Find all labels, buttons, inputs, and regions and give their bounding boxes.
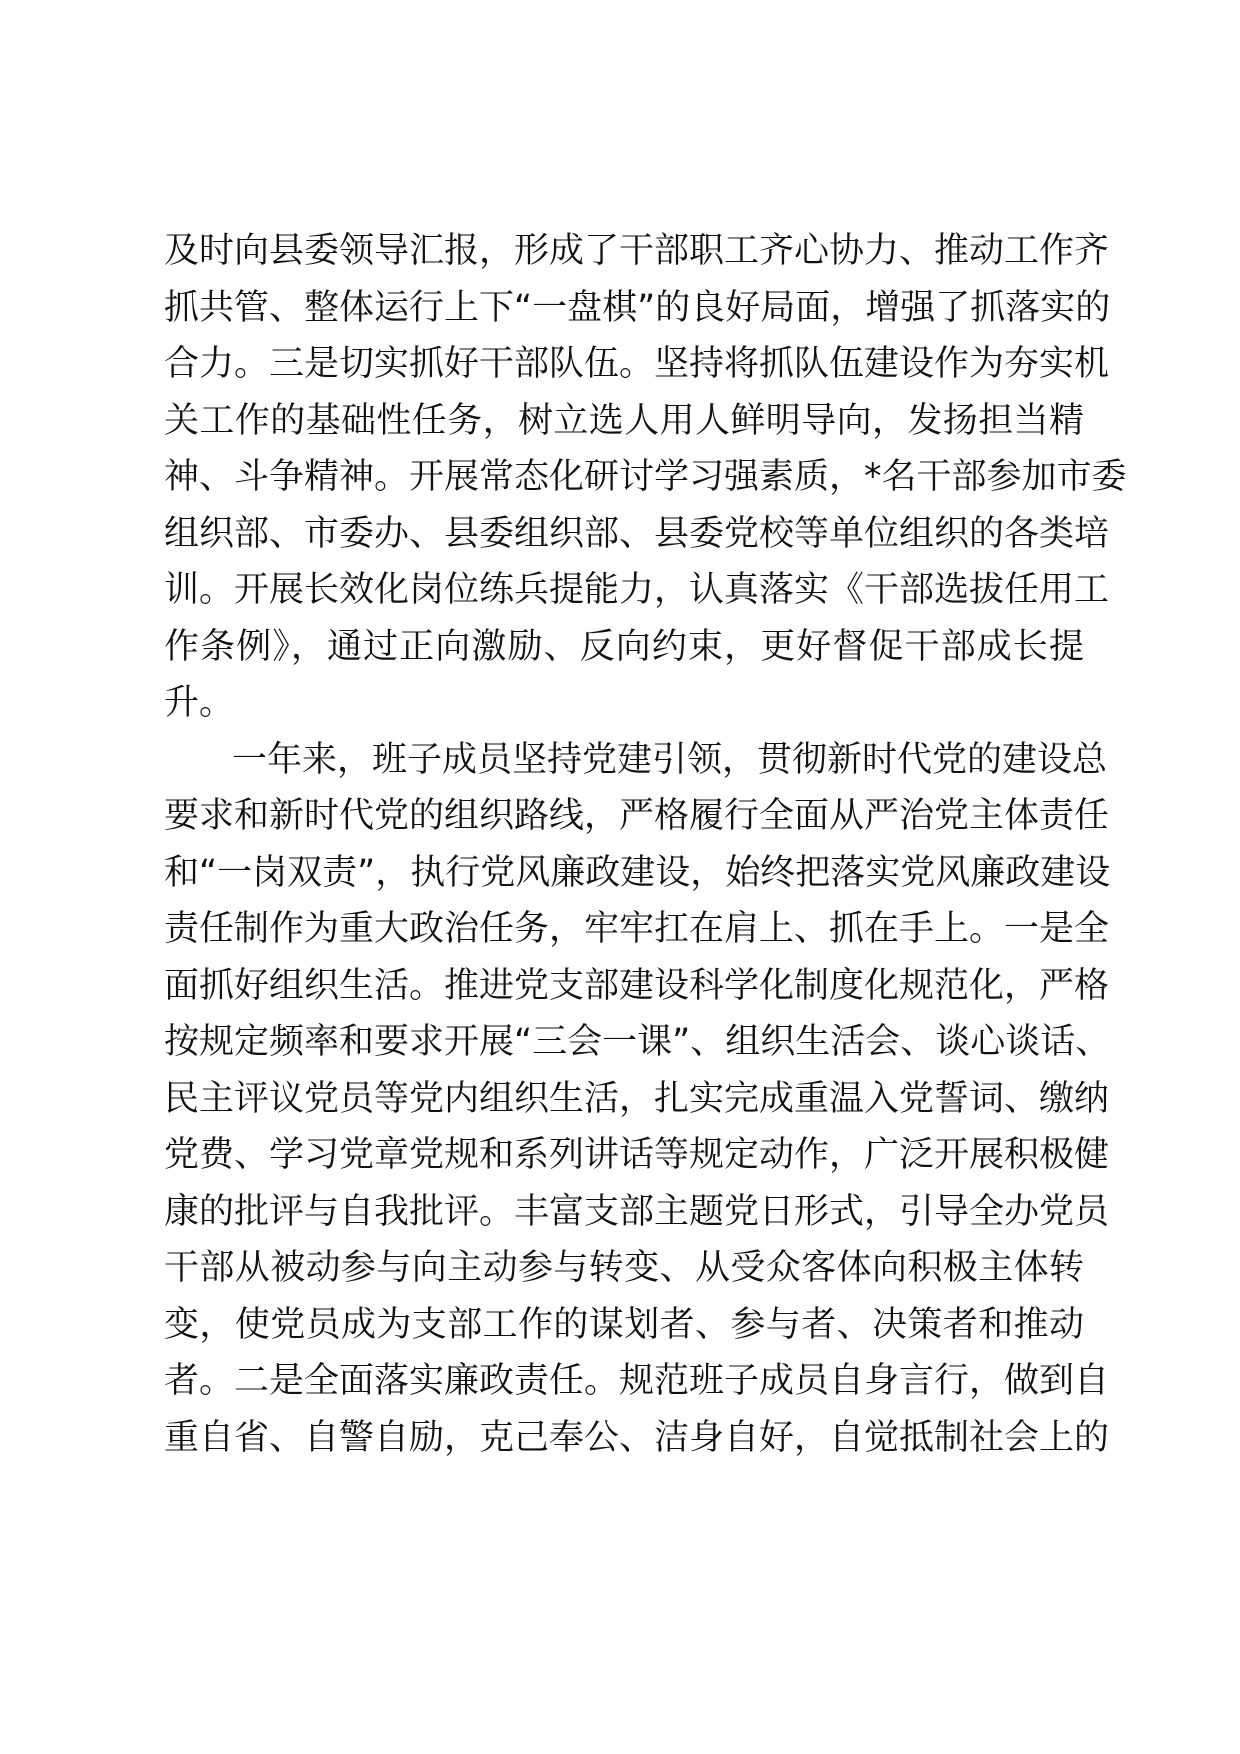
paragraph-end-line: 升。 [164,683,235,723]
text-line: 者。二是全面落实廉政责任。规范班子成员自身言行，做到自 [164,1361,1110,1401]
text-line: 神、斗争精神。开展常态化研讨学习强素质，*名干部参加市委 [164,457,1127,497]
text-line: 康的批评与自我批评。丰富支部主题党日形式，引导全办党员 [164,1191,1110,1232]
text-line: 作条例》，通过正向激励、反向约束，更好督促干部成长提 [164,626,1084,667]
text-line: 组织部、市委办、县委组织部、县委党校等单位组织的各类培 [164,513,1110,554]
text-line: 关工作的基础性任务，树立选人用人鲜明导向，发扬担当精 [164,400,1084,441]
body-text [164,223,1127,1466]
text-line: 抓共管、整体运行上下“一盘棋”的良好局面，增强了抓落实的 [164,287,1111,328]
text-line: 责任制作为重大政治任务，牢牢扛在肩上、抓在手上。一是全 [164,909,1110,949]
text-line: 干部从被动参与向主动参与转变、从受众客体向积极主体转 [164,1248,1084,1288]
text-line: 和“一岗双责”，执行党风廉政建设，始终把落实党风廉政建设 [164,852,1111,893]
text-line: 要求和新时代党的组织路线，严格履行全面从严治党主体责任 [164,796,1110,836]
text-line: 及时向县委领导汇报，形成了干部职工齐心协力、推动工作齐 [164,231,1110,271]
text-line: 合力。三是切实抓好干部队伍。坚持将抓队伍建设作为夯实机 [164,344,1110,384]
text-line: 民主评议党员等党内组织生活，扎实完成重温入党誓词、缴纳 [164,1078,1110,1119]
text-line: 按规定频率和要求开展“三会一课”、组织生活会、谈心谈话、 [164,1022,1111,1062]
paragraph-first-line: 一年来，班子成员坚持党建引领，贯彻新时代党的建设总 [232,739,1108,780]
text-line: 变，使党员成为支部工作的谋划者、参与者、决策者和推动 [164,1304,1084,1345]
text-line: 党费、学习党章党规和系列讲话等规定动作，广泛开展积极健 [164,1135,1110,1175]
text-line: 重自省、自警自励，克己奉公、洁身自好，自觉抵制社会上的 [164,1417,1110,1458]
text-line: 训。开展长效化岗位练兵提能力，认真落实《干部选拔任用工 [164,570,1110,610]
text-line: 面抓好组织生活。推进党支部建设科学化制度化规范化，严格 [164,965,1110,1006]
